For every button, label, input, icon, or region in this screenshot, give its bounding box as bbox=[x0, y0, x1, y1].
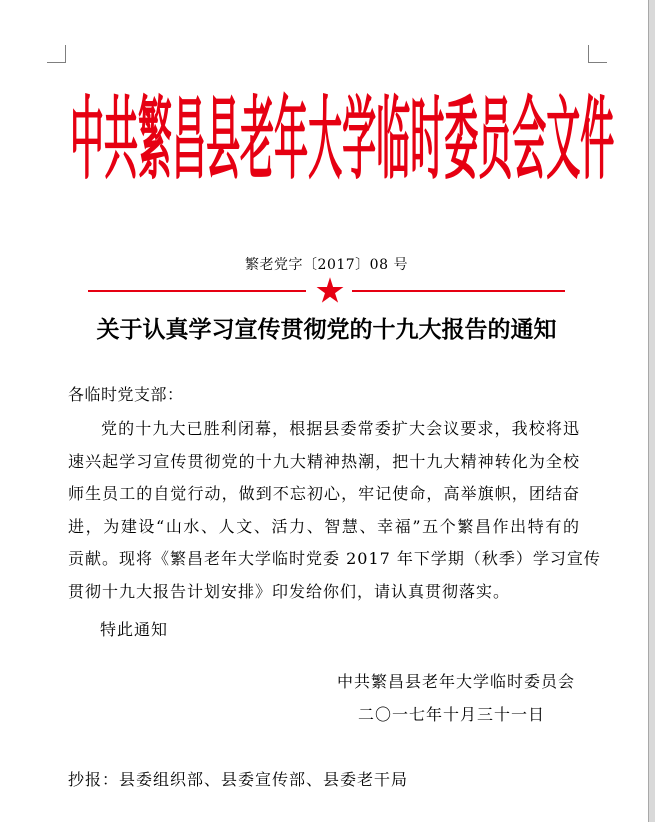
issue-date: 二〇一七年十月三十一日 bbox=[358, 705, 546, 724]
body-paragraph bbox=[68, 413, 601, 609]
body-line: 党的十九大已胜利闭幕，根据县委常委扩大会议要求，我校将迅 bbox=[101, 419, 580, 438]
red-divider-line-right bbox=[352, 290, 565, 292]
red-header-title bbox=[70, 86, 615, 192]
closing-remark: 特此通知 bbox=[100, 620, 169, 639]
document-title: 关于认真学习宣传贯彻党的十九大报告的通知 bbox=[96, 316, 557, 343]
salutation: 各临时党支部： bbox=[68, 385, 184, 404]
body-line: 速兴起学习宣传贯彻党的十九大精神热潮，把十九大精神转化为全校 bbox=[68, 451, 580, 471]
body-line: 师生员工的自觉行动，做到不忘初心，牢记使命，高举旗帜，团结奋 bbox=[68, 484, 580, 504]
body-line: 贡献。现将《繁昌老年大学临时党委 2017 年下学期（秋季）学习宣传 bbox=[68, 549, 601, 569]
body-line: 进，为建设“山水、人文、活力、智慧、幸福”五个繁昌作出特有的 bbox=[68, 516, 580, 536]
red-header-text: 中共繁昌县老年大学临时委员会文件 bbox=[70, 86, 615, 192]
margin-corner-mark-top-left bbox=[47, 45, 66, 63]
red-star-icon bbox=[316, 277, 344, 304]
red-divider-line-left bbox=[88, 290, 306, 292]
issuer-signature: 中共繁昌县老年大学临时委员会 bbox=[337, 672, 576, 691]
body-line: 贯彻十九大报告计划安排》印发给你们，请认真贯彻落实。 bbox=[68, 581, 511, 601]
margin-corner-mark-top-right bbox=[588, 45, 607, 63]
document-number: 繁老党字〔2017〕08 号 bbox=[245, 257, 408, 273]
cc-recipients: 抄报：县委组织部、县委宣传部、县委老干局 bbox=[68, 770, 409, 789]
